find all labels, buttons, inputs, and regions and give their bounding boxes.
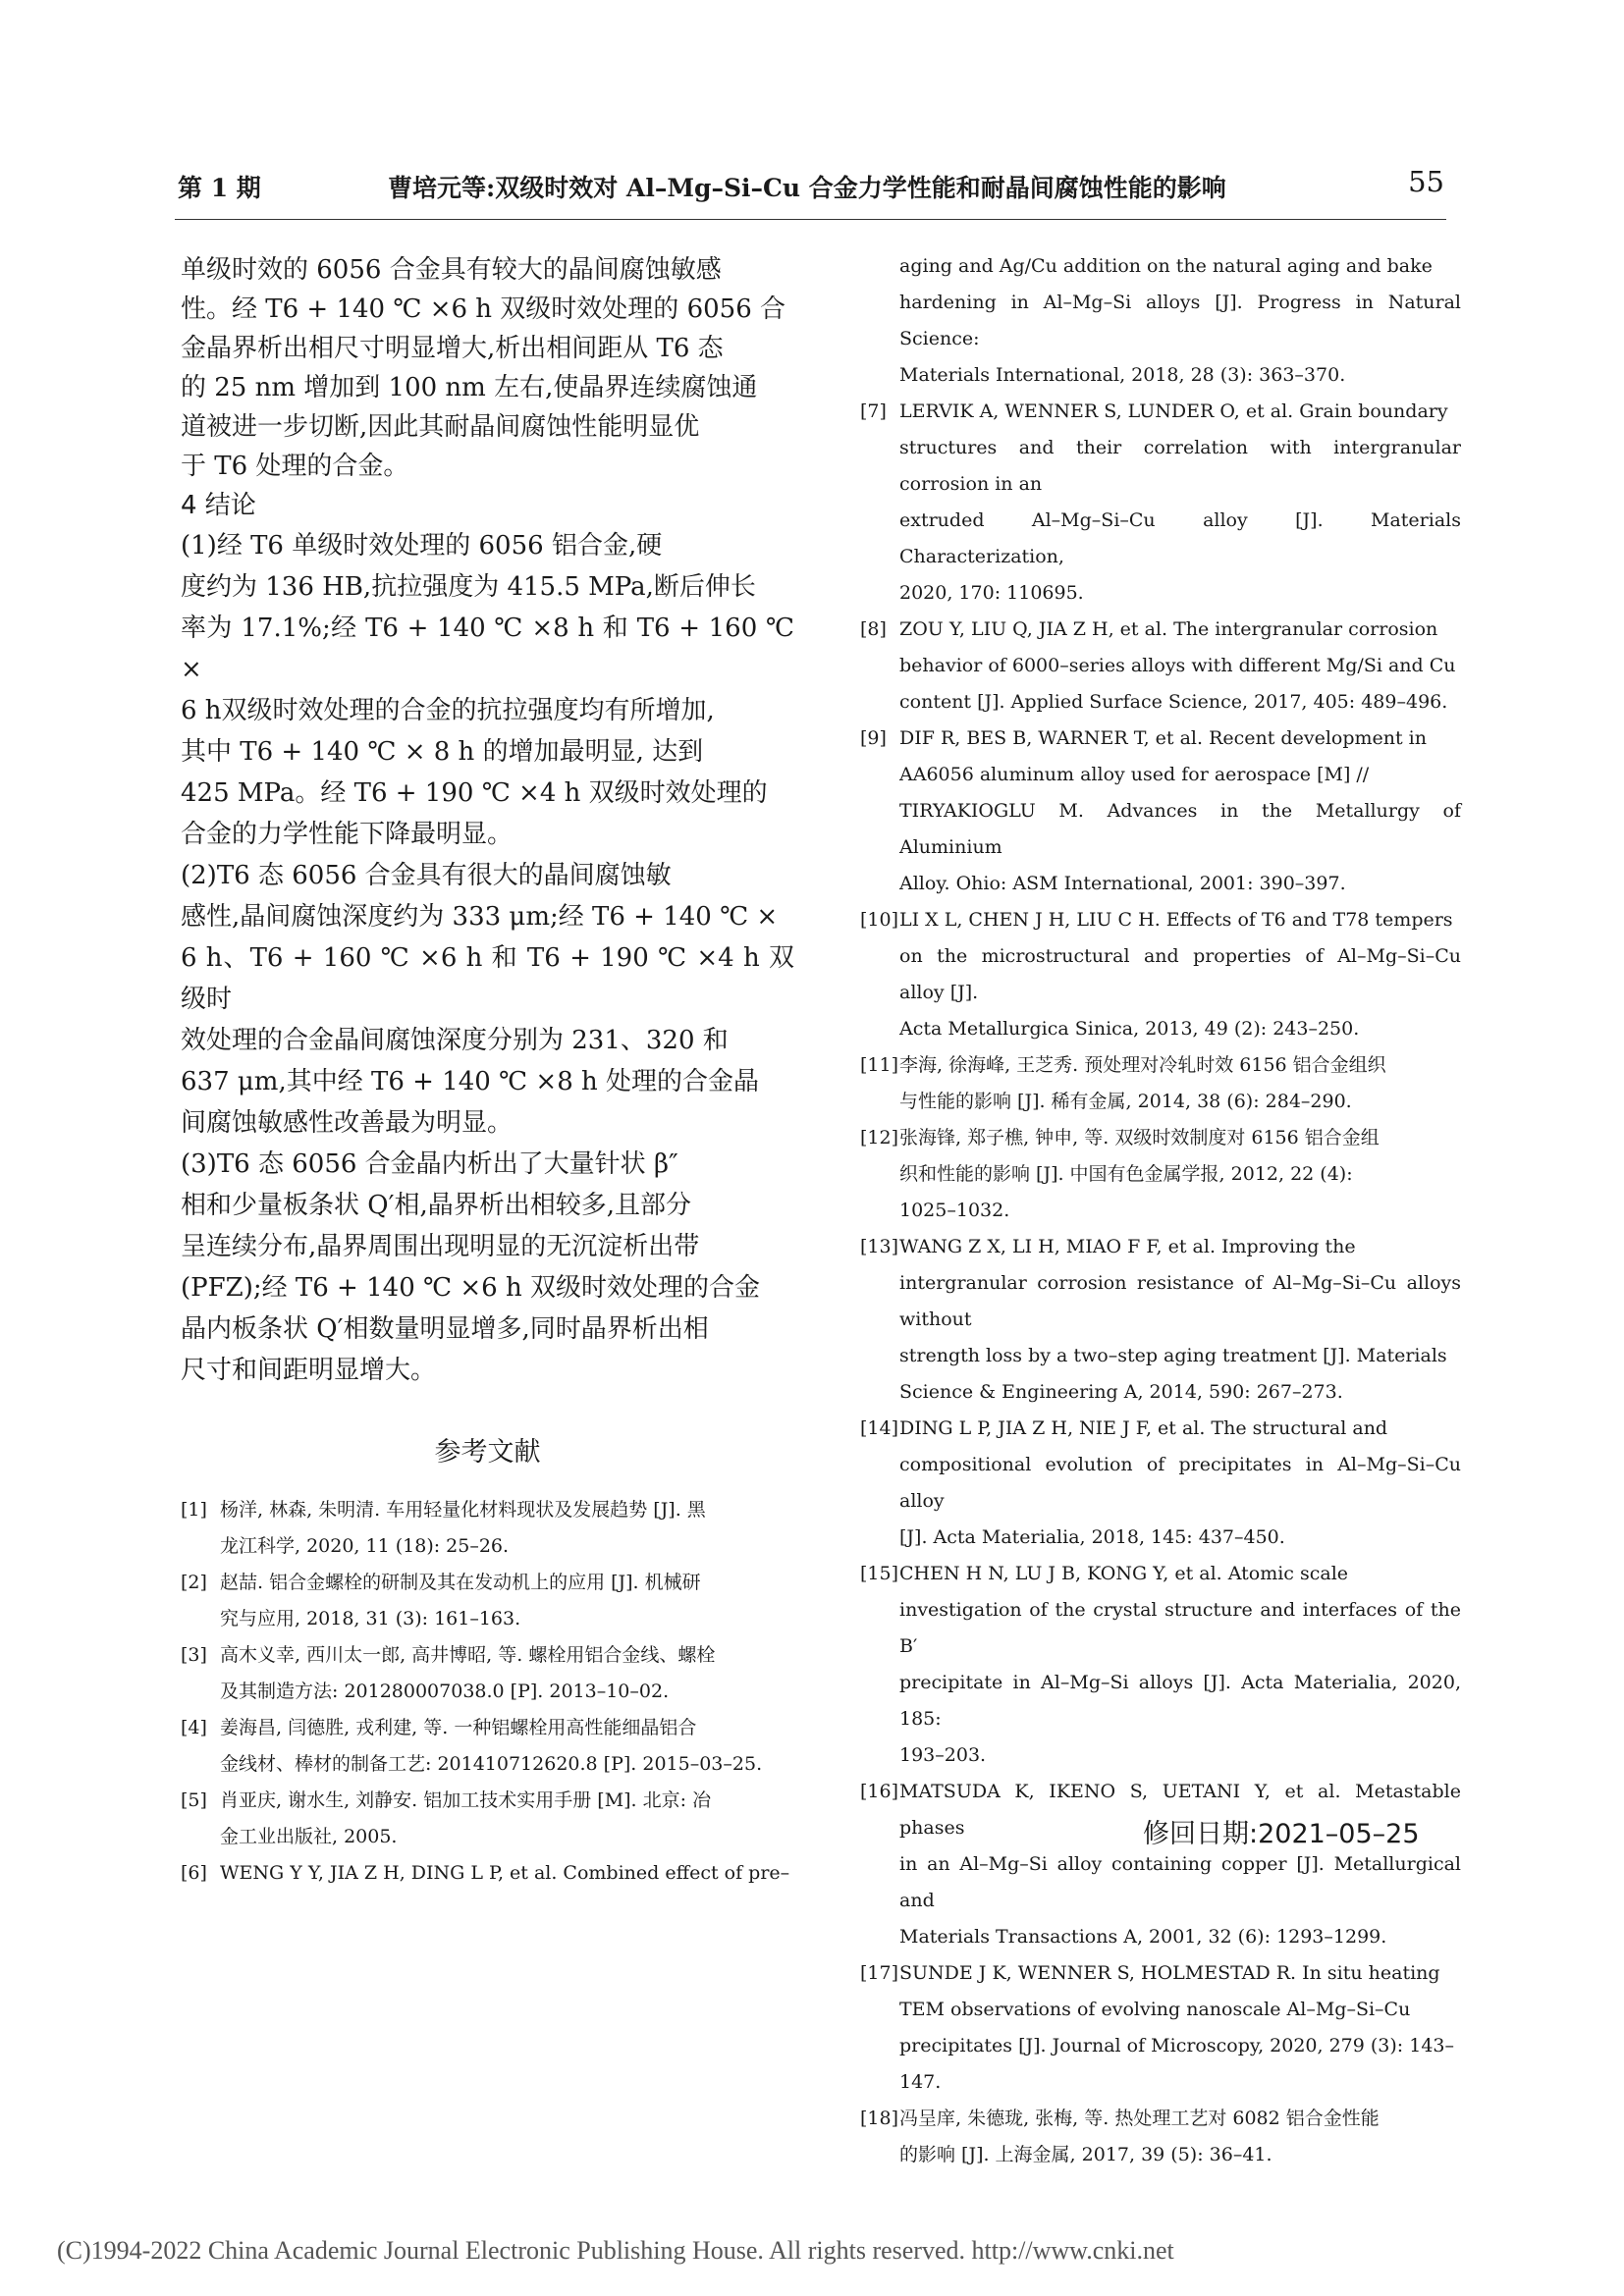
reference-item: [18] 冯呈庠, 朱德珑, 张梅, 等. 热处理工艺对 6082 铝合金性能 的影响 [J]. 上海金属, 2017, 39 (5): 36–41. xyxy=(860,2108,1380,2165)
reference-item: [9] DIF R, BES B, WARNER T, et al. Recent development in AA6056 aluminum alloy used for aerospace [M] // TIRYAKIOGLU M. Advances in the Metallurgy of Aluminium Alloy. Ohio: ASM International, 2001: 390–397. xyxy=(860,727,1461,894)
reference-item: [6] WENG Y Y, JIA Z H, DING L P, et al. Combined effect of pre– xyxy=(181,1862,790,1884)
reference-item: [7] LERVIK A, WENNER S, LUNDER O, et al. Grain boundary structures and their correlation with intergranular corrosion in an extruded Al–Mg–Si–Cu alloy [J]. Materials Characterization, 2020, 170: 110695. xyxy=(860,400,1461,604)
reference-item: [11] 李海, 徐海峰, 王芝秀. 预处理对冷轧时效 6156 铝合金组织 与性能的影响 [J]. 稀有金属, 2014, 38 (6): 284–290. xyxy=(860,1054,1386,1112)
reference-item: [1] 杨洋, 林森, 朱明清. 车用轻量化材料现状及发展趋势 [J]. 黑 龙江科学, 2020, 11 (18): 25–26. xyxy=(181,1499,706,1557)
reference-item: [16] MATSUDA K, IKENO S, UETANI Y, et al. Metastable phases in an Al–Mg–Si alloy containing copper [J]. Metallurgical and Materials Transactions A, 2001, 32 (6): 1293–1299. xyxy=(860,1781,1461,1948)
left-column xyxy=(181,250,794,1892)
copyright-footer: (C)1994-2022 China Academic Journal Electronic Publishing House. All rights reserved. http://www.cnki.net xyxy=(57,2236,1174,2265)
revised-date: 修回日期:2021–05–25 xyxy=(1143,1819,1420,1849)
references-heading: 参考文献 xyxy=(434,1437,541,1468)
running-title: 曹培元等:双级时效对 Al–Mg–Si–Cu 合金力学性能和耐晶间腐蚀性能的影响 xyxy=(388,174,1226,202)
reference-item: [10] LI X L, CHEN J H, LIU C H. Effects of T6 and T78 tempers on the microstructural and properties of Al–Mg–Si–Cu alloy [J]. Acta Metallurgica Sinica, 2013, 49 (2): 243–250. xyxy=(860,909,1461,1040)
header-rule xyxy=(175,219,1446,220)
section-heading-conclusion: 4 结论 xyxy=(181,491,256,520)
reference-item: [3] 高木义幸, 西川太一郎, 高井博昭, 等. 螺栓用铝合金线、螺栓 及其制造方法: 201280007038.0 [P]. 2013–10–02. xyxy=(181,1644,716,1702)
reference-item: [13] WANG Z X, LI H, MIAO F F, et al. Improving the intergranular corrosion resistance of Al–Mg–Si–Cu alloys without strength loss by a two–step aging treatment [J]. Materials Science & Engineering A, 2014, 590: 267–273. xyxy=(860,1236,1461,1403)
reference-list-left xyxy=(181,1492,794,1892)
right-column xyxy=(860,248,1461,2173)
reference-item: [2] 赵喆. 铝合金螺栓的研制及其在发动机上的应用 [J]. 机械研 究与应用, 2018, 31 (3): 161–163. xyxy=(181,1572,701,1629)
conclusion-2: (2)T6 态 6056 合金具有很大的晶间腐蚀敏 感性,晶间腐蚀深度约为 333 μm;经 T6 + 140 ℃ × 6 h、T6 + 160 ℃ ×6 h 和 T6 + 190 ℃ ×4 h 双级时 效处理的合金晶间腐蚀深度分别为 231、320 和 637 μm,其中经 T6 + 140 ℃ ×8 h 处理的合金晶 间腐蚀敏感性改善最为明显。 xyxy=(181,861,794,1138)
intro-paragraph: 单级时效的 6056 合金具有较大的晶间腐蚀敏感 性。经 T6 + 140 ℃ ×6 h 双级时效处理的 6056 合 金晶界析出相尺寸明显增大,析出相间距从 T6 态 的 25 nm 增加到 100 nm 左右,使晶界连续腐蚀通 道被进一步切断,因此其耐晶间腐蚀性能明显优 于 T6 处理的合金。 xyxy=(181,255,786,481)
reference-item: [15] CHEN H N, LU J B, KONG Y, et al. Atomic scale investigation of the crystal structure and interfaces of the B′ precipitate in Al–Mg–Si alloys [J]. Acta Materialia, 2020, 185: 193–203. xyxy=(860,1563,1461,1766)
reference-item: [17] SUNDE J K, WENNER S, HOLMESTAD R. In situ heating TEM observations of evolving nanoscale Al–Mg–Si–Cu precipitates [J]. Journal of Microscopy, 2020, 279 (3): 143– 147. xyxy=(860,1962,1454,2093)
reference-item: [5] 肖亚庆, 谢水生, 刘静安. 铝加工技术实用手册 [M]. 北京: 冶 金工业出版社, 2005. xyxy=(181,1789,712,1847)
reference-item: [4] 姜海昌, 闫德胜, 戎利建, 等. 一种铝螺栓用高性能细晶铝合 金线材、棒材的制备工艺: 201410712620.8 [P]. 2015–03–25. xyxy=(181,1717,763,1775)
running-header xyxy=(178,165,1444,204)
reference-item: [8] ZOU Y, LIU Q, JIA Z H, et al. The intergranular corrosion behavior of 6000–series alloys with different Mg/Si and Cu content [J]. Applied Surface Science, 2017, 405: 489–496. xyxy=(860,618,1456,713)
reference-item: [14] DING L P, JIA Z H, NIE J F, et al. The structural and compositional evolution of precipitates in Al–Mg–Si–Cu alloy [J]. Acta Materialia, 2018, 145: 437–450. xyxy=(860,1417,1461,1548)
page-number: 55 xyxy=(1408,165,1444,198)
issue-label: 第 1 期 xyxy=(178,174,261,202)
conclusion-1: (1)经 T6 单级时效处理的 6056 铝合金,硬 度约为 136 HB,抗拉强度为 415.5 MPa,断后伸长 率为 17.1%;经 T6 + 140 ℃ ×8 h 和 T6 + 160 ℃ × 6 h双级时效处理的合金的抗拉强度均有所增加, 其中 T6 + 140 ℃ × 8 h 的增加最明显, 达到 425 MPa。经 T6 + 190 ℃ ×4 h 双级时效处理的 合金的力学性能下降最明显。 xyxy=(181,531,794,849)
reference-6-continued: aging and Ag/Cu addition on the natural aging and bake hardening in Al–Mg–Si alloys [J]. Progress in Natural Science: Materials International, 2018, 28 (3): 363–370. xyxy=(899,255,1461,386)
conclusion-3: (3)T6 态 6056 合金晶内析出了大量针状 β″ 相和少量板条状 Q′相,晶界析出相较多,且部分 呈连续分布,晶界周围出现明显的无沉淀析出带 (PFZ);经 T6 + 140 ℃ ×6 h 双级时效处理的合金 晶内板条状 Q′相数量明显增多,同时晶界析出相 尺寸和间距明显增大。 xyxy=(181,1149,760,1385)
reference-item: [12] 张海锋, 郑子樵, 钟申, 等. 双级时效制度对 6156 铝合金组 织和性能的影响 [J]. 中国有色金属学报, 2012, 22 (4): 1025–1032. xyxy=(860,1127,1380,1221)
